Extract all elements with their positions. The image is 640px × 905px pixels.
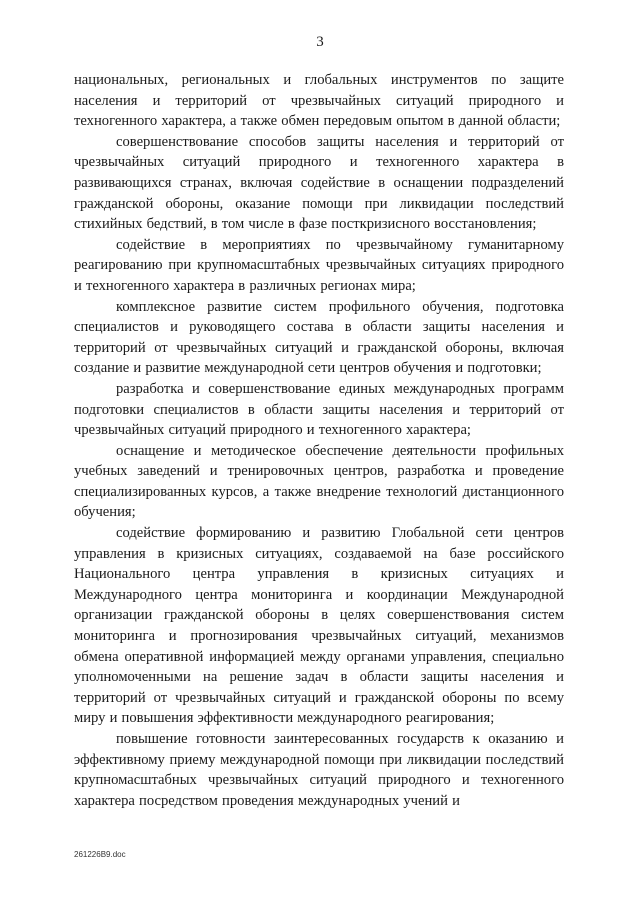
paragraph: содействие формированию и развитию Глобальной сети центров управления в кризисных ситуациях, создаваемой на базе российского Национального центра управления в кризисных ситуациях и Международного центра мониторинга и координации Международной организации гражданской обороны в целях совершенствования систем мониторинга и прогнозирования чрезвычайных ситуаций, механизмов обмена оперативной информацией между органами управления, специально уполномоченными на решение задач в области защиты населения и территорий от чрезвычайных ситуаций и гражданской обороны по всему миру и повышения эффективности международного реагирования;	[74, 525, 564, 727]
paragraph: повышение готовности заинтересованных государств к оказанию и эффективному приему международной помощи при ликвидации последствий крупномасштабных чрезвычайных ситуаций природного и техногенного характера посредством проведения международных учений и	[74, 731, 564, 809]
page-number: 3	[316, 34, 324, 50]
paragraph: оснащение и методическое обеспечение деятельности профильных учебных заведений и тренировочных центров, разработка и проведение специализированных курсов, а также внедрение технологий дистанционного обучения;	[74, 442, 564, 521]
document-body	[74, 70, 564, 811]
paragraph: содействие в мероприятиях по чрезвычайному гуманитарному реагированию при крупномасштабных чрезвычайных ситуациях природного и техногенного характера в различных регионах мира;	[74, 236, 564, 294]
paragraph: совершенствование способов защиты населения и территорий от чрезвычайных ситуаций природного и техногенного характера в развивающихся странах, включая содействие в оснащении подразделений гражданской обороны, оказание помощи при ликвидации последствий стихийных бедствий, в том числе в фазе посткризисного восстановления;	[74, 133, 564, 233]
paragraph-continuation: национальных, региональных и глобальных инструментов по защите населения и территорий от чрезвычайных ситуаций природного и техногенного характера, а также обмен передовым опытом в данной области;	[74, 72, 564, 130]
footer-file-code: 261226В9.doc	[74, 850, 126, 859]
paragraph: комплексное развитие систем профильного обучения, подготовка специалистов и руководящего состава в области защиты населения и территорий от чрезвычайных ситуаций и гражданской обороны, включая создание и развитие международной сети центров обучения и подготовки;	[74, 298, 564, 377]
paragraph: разработка и совершенствование единых международных программ подготовки специалистов в области защиты населения и территорий от чрезвычайных ситуаций природного и техногенного характера;	[74, 380, 564, 439]
